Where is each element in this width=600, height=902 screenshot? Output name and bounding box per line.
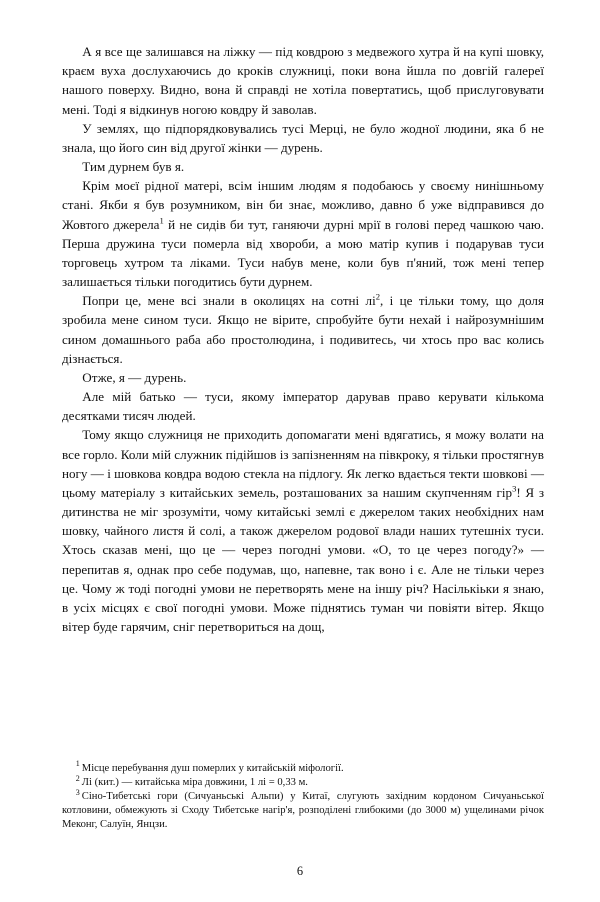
paragraph: Крім моєї рідної матері, всім іншим людям я подобаюсь у своєму нинішньому стані. Якби я був розумником, він би знає, можливо, давно б уже відправився до Жовтого джерела$^1$ й не сидів би тут, ганяючи дурні мрії в голові перед чашкою чаю. Перша дружина туси померла від хвороби, а мою матір купив і подарував туси торговець хутром та ліками. Туси набув мене, коли був п'яний, тож мені тепер залишається тільки погодитись бути дурнем. <box>62 178 544 290</box>
paragraph: Попри це, мене всі знали в околицях на сотні $лі^2$, і це тільки тому, що доля зробила мене сином туси. Якщо не вірите, спробуйте бути нехай і найрозумнішим сином домашнього раба або простолюдина, і подивитесь, чи хтось про вас колись дізнається. <box>62 291 544 366</box>
footnote-number: 2 <box>75 773 80 783</box>
page-number: 6 <box>296 864 304 878</box>
footnote-marker-2: 2 <box>375 291 381 302</box>
paragraph: Тим дурнем був я. <box>82 159 185 175</box>
paragraph: А я все ще залишався на ліжку — під ковдрою з медвежого хутра й на купі шовку, краєм вуха дослухаючись до кроків служниці, поки вона йшла по довгій галереї нашого поверху. Видно, вона й справді не хотіла повертатись, щоб прислуговувати мені. Тоді я відкинув ногою ковдру й заволав. <box>62 44 544 117</box>
footnote-text: Лі (кит.) — китайська міра довжини, 1 лі = 0,33 м. <box>81 777 308 789</box>
paragraph: У землях, що підпорядковувались тусі Мерці, не було жодної людини, яка б не знала, що його син від другої жінки — дурень. <box>62 120 544 155</box>
paragraph: Але мій батько — туси, якому імператор дарував право керувати кількома десятками тисяч людей. <box>62 389 544 424</box>
footnote-item <box>62 773 544 790</box>
footnotes-block <box>62 759 544 832</box>
footnote-marker-3: 3 <box>512 483 517 494</box>
footnote-item <box>62 759 544 776</box>
footnote-text: Місце перебування душ померлих у китайській міфології. <box>81 763 344 774</box>
page-body <box>62 42 544 636</box>
footnote-text: Сіно-Тибетські гори (Сичуаньські Альпи) у Китаї, слугують західним кордоном Сичуаньської котловини, обмежують зі Сходу Тибетське нагір'я, розподілені глибокими (до 3000 м) ущелинами річок Меконг, Салуїн, Янцзи. <box>62 791 544 831</box>
footnote-item <box>62 787 544 832</box>
paragraph: Тому якщо служниця не приходить допомагати мені вдягатись, я можу волати на все горло. Коли мій служник підійшов із запізненням на півкроку, я тільки простягнув ногу — і шовкова ковдра водою стекла на підлогу. Як легко вдається текти шовкові — цьому матеріалу з китайських земель, розташованих за нашим скупченням гір$^3$! Я з дитинства не міг зрозуміти, чому китайські землі є джерелом таких необхідних нам шовку, чайного листя й солі, а також джерелом родової влади наших тутешніх туси. Хтось сказав мені, що це — через погодні умови. «О, то це через погоду?» — перепитав я, однак про себе подумав, що, напевне, так воно і є. Але не тільки через це. Чому ж тоді погодні умови не перетворять мене на іншу річ? Насількіьки я знаю, в усіх місцях є свої погодні умови. Може піднятись туман чи повіяти вітер. Якщо вітер буде гарячим, сніг перетвориться на дощ, <box>62 427 544 635</box>
paragraph: Отже, я — дурень. <box>82 369 187 385</box>
footnote-marker-1: 1 <box>159 215 164 226</box>
footnote-number: 1 <box>75 759 80 769</box>
footnote-number: 3 <box>75 787 80 797</box>
